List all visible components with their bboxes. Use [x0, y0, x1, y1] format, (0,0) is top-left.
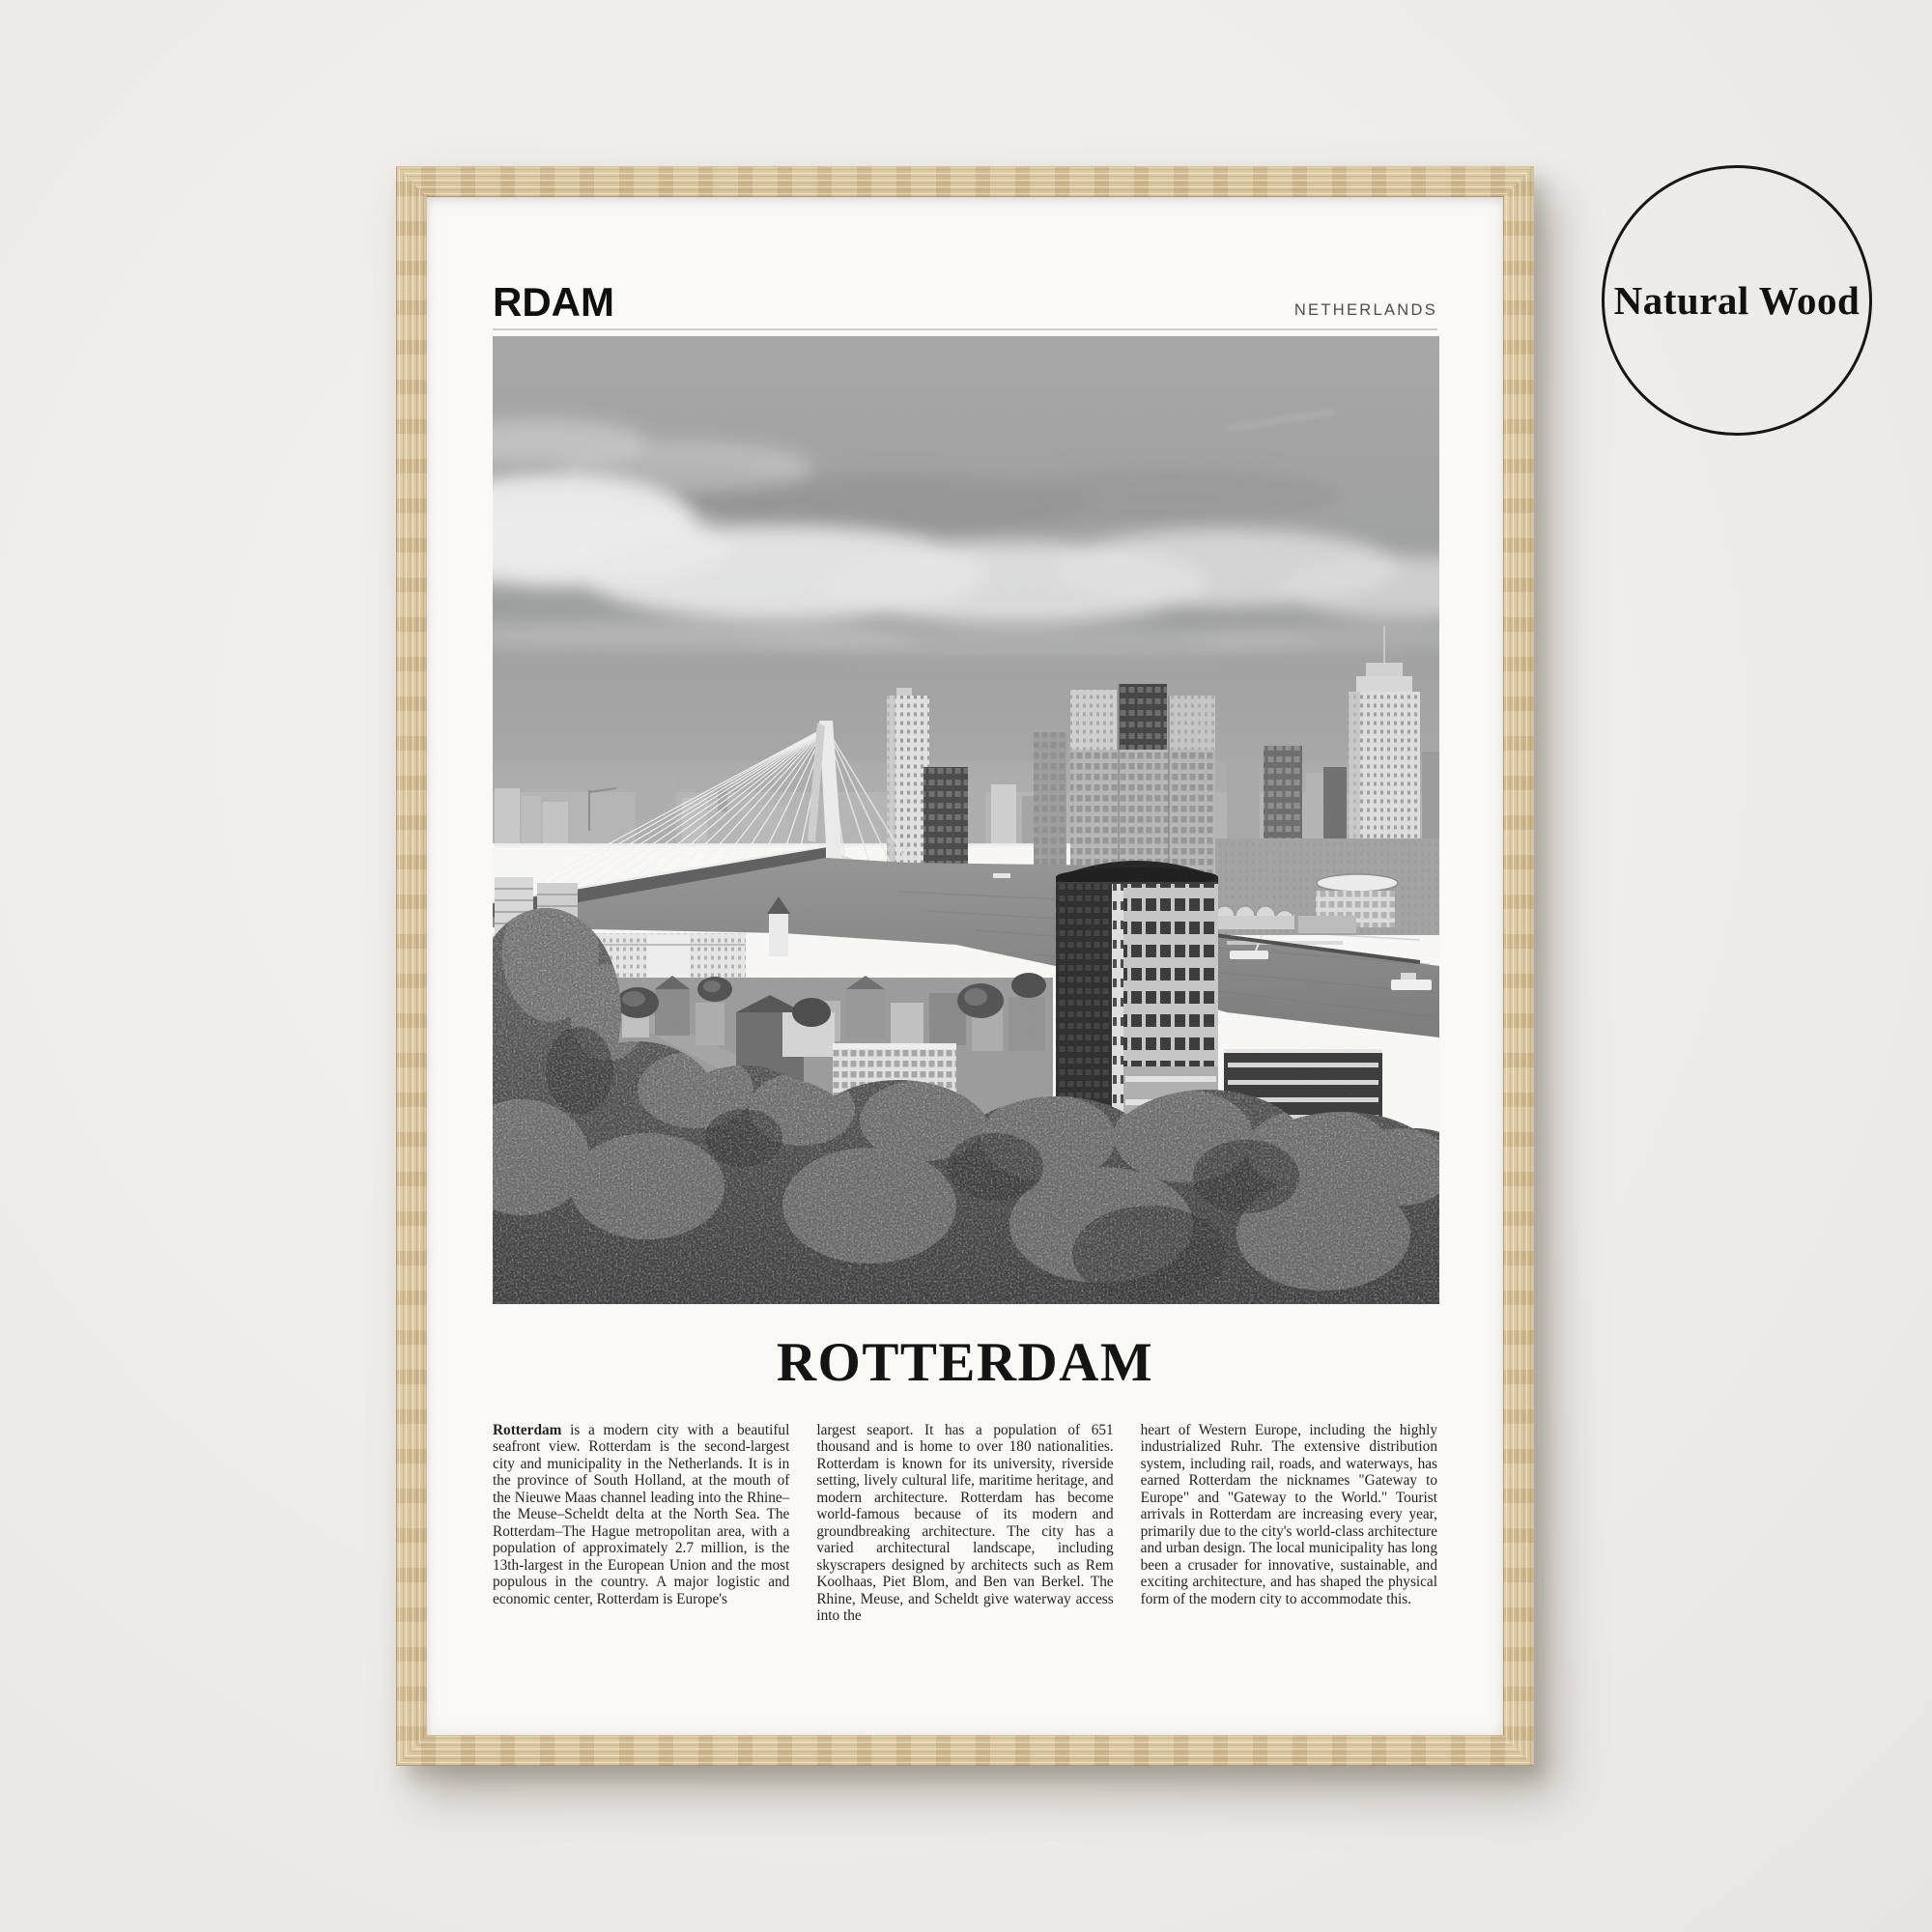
- header-divider: [493, 328, 1437, 330]
- frame-top-rail: [396, 166, 1534, 197]
- frame-bottom-rail: [396, 1735, 1534, 1766]
- lead-word: Rotterdam: [493, 1422, 562, 1438]
- poster-body: [493, 1422, 1437, 1624]
- film-grain: [493, 336, 1439, 1304]
- frame-right-rail: [1503, 166, 1534, 1766]
- wood-frame: [396, 166, 1534, 1766]
- frame-left-rail: [396, 166, 427, 1766]
- poster: [427, 197, 1503, 1735]
- rotterdam-photo: [493, 336, 1439, 1304]
- poster-title: ROTTERDAM: [776, 1332, 1154, 1393]
- city-code-label: RDAM: [493, 279, 614, 325]
- poster-header: [493, 279, 1437, 325]
- body-column-1: Rotterdam is a modern city with a beautiful seafront view. Rotterdam is the second-largest city and municipality in the Netherlands. It is in the province of South Holland, at the mouth of the Nieuwe Maas channel leading into the Rhine–the Meuse–Scheldt delta at the North Sea. The Rotterdam–The Hague metropolitan area, with a population of approximately 2.7 million, is the 13th-largest in the European Union and the most populous in the country. A major logistic and economic center, Rotterdam is Europe's: [493, 1422, 790, 1607]
- badge-label: Natural Wood: [1613, 278, 1861, 323]
- natural-wood-badge: [1602, 165, 1872, 436]
- body-column-2: largest seaport. It has a population of 651 thousand and is home to over 180 nationalities. Rotterdam is known for its university, riverside setting, lively cultural life, maritime heritage, and modern architecture. Rotterdam has become world-famous because of its modern and groundbreaking architecture. The city has a varied architectural landscape, including skyscrapers designed by architects such as Rem Koolhaas, Piet Blom, and Ben van Berkel. The Rhine, Meuse, and Scheldt give waterway access into the: [816, 1422, 1114, 1624]
- country-label: NETHERLANDS: [1293, 301, 1437, 319]
- body-column-3: heart of Western Europe, including the highly industrialized Ruhr. The extensive distribution system, including rail, roads, and waterways, has earned Rotterdam the nicknames "Gateway to Europe" and "Gateway to the World." Tourist arrivals in Rotterdam are increasing every year, primarily due to the city's world-class architecture and urban design. The local municipality has long been a crusader for innovative, sustainable, and exciting architecture, and has shaped the physical form of the modern city to accommodate this.: [1140, 1422, 1437, 1607]
